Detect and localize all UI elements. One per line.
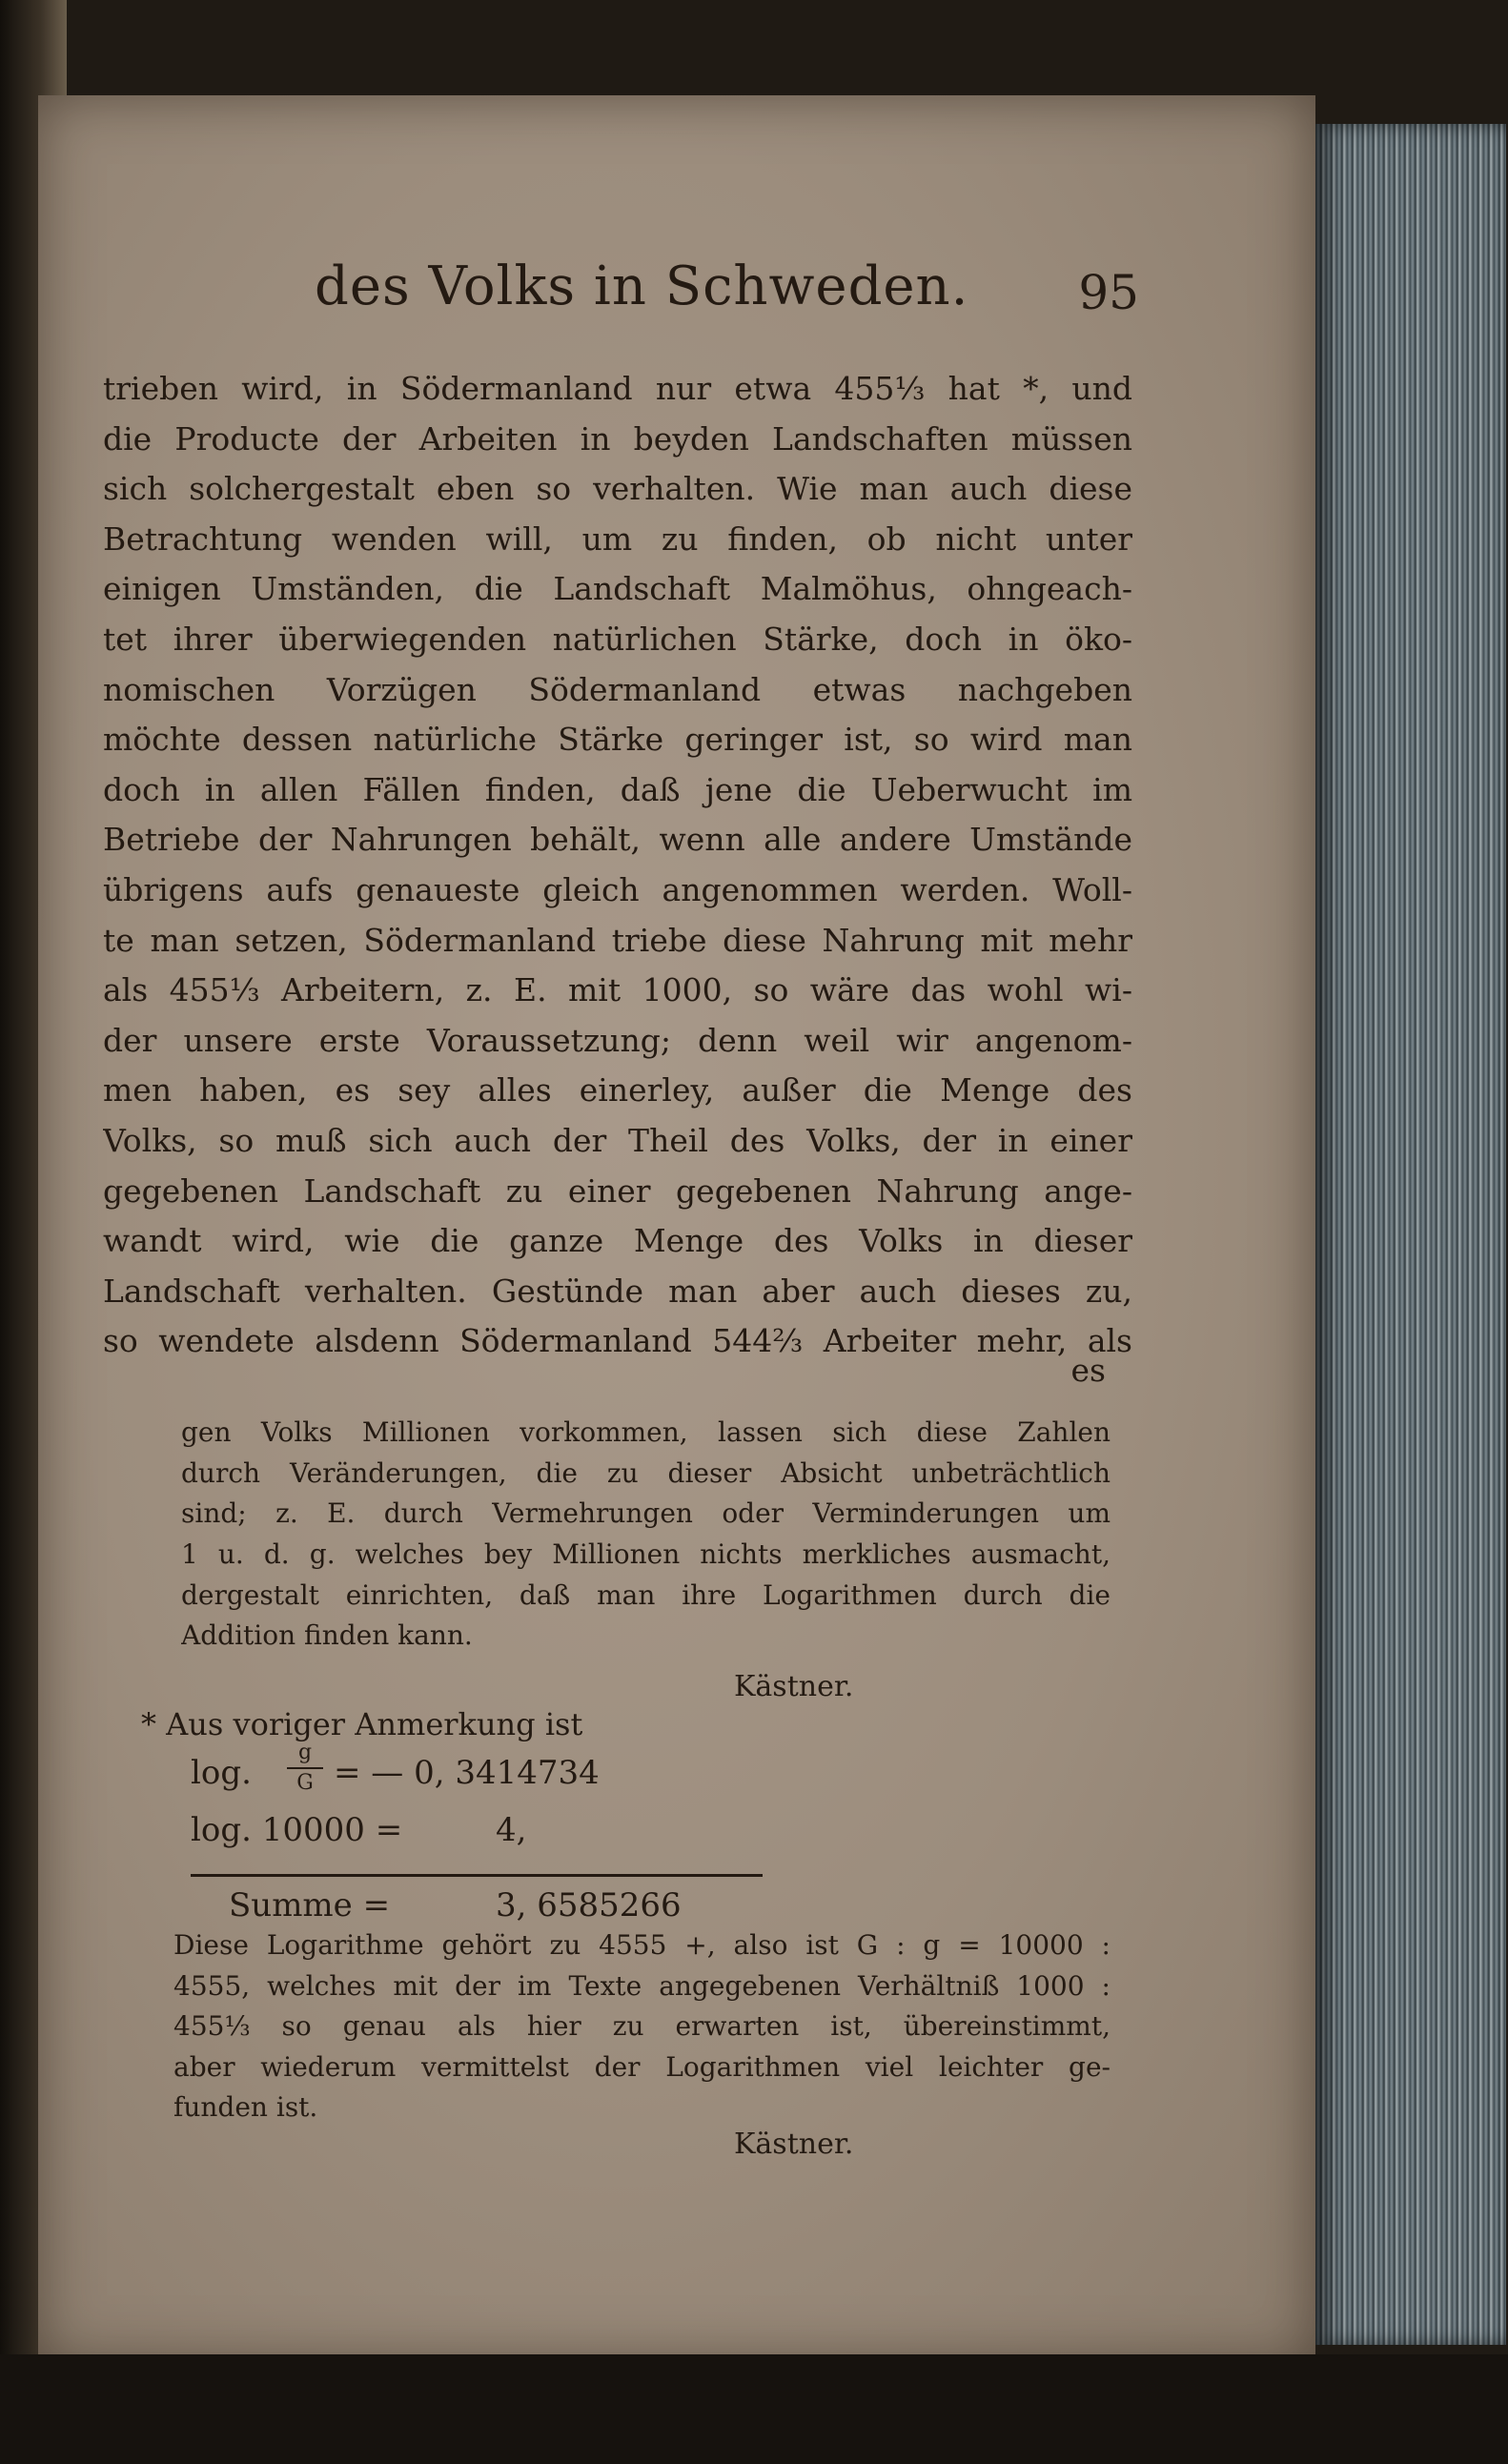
sum-rule xyxy=(191,1874,763,1877)
calc-label: Summe = xyxy=(229,1886,391,1924)
text-line: Betrachtung wenden will, um zu finden, ob nicht unter xyxy=(103,519,1132,558)
footnote-signature: Kästner. xyxy=(734,1670,854,1703)
footnote-line: durch Veränderungen, die zu dieser Absicht unbeträchtlich xyxy=(181,1456,1111,1489)
logarithm-calculation xyxy=(191,1741,782,1944)
note-conclusion xyxy=(173,1925,1111,2128)
fraction-bar xyxy=(287,1767,323,1769)
note-intro: * Aus voriger Anmerkung ist xyxy=(141,1706,583,1742)
footnote-line: gen Volks Millionen vorkommen, lassen sich diese Zahlen xyxy=(181,1416,1111,1448)
body-text xyxy=(103,364,1132,1367)
note-line: 455⅓ so genau als hier zu erwarten ist, übereinstimmt, xyxy=(173,2010,1111,2042)
calc-value: 4, xyxy=(496,1811,527,1849)
fraction-numerator: g xyxy=(297,1741,313,1764)
text-line: te man setzen, Södermanland triebe diese Nahrung mit mehr xyxy=(103,921,1132,959)
text-line: Landschaft verhalten. Gestünde man aber auch dieses zu, xyxy=(103,1272,1132,1310)
text-line: sich solchergestalt eben so verhalten. Wie man auch diese xyxy=(103,470,1132,508)
calc-value: = — 0, 3414734 xyxy=(334,1754,600,1792)
footnote-line: sind; z. E. durch Vermehrungen oder Verminderungen um xyxy=(181,1497,1111,1530)
catch-word: es xyxy=(1070,1352,1106,1389)
note-signature: Kästner. xyxy=(734,2128,854,2161)
text-line: tet ihrer überwiegenden natürlichen Stärke, doch in öko- xyxy=(103,620,1132,658)
footnote-line: 1 u. d. g. welches bey Millionen nichts merkliches ausmacht, xyxy=(181,1538,1111,1571)
note-line: 4555, welches mit der im Texte angegebenen Verhältniß 1000 : xyxy=(173,1969,1111,2002)
calc-row-log xyxy=(191,1811,782,1868)
text-line: Betriebe der Nahrungen behält, wenn alle andere Umstände xyxy=(103,821,1132,859)
text-line: trieben wird, in Södermanland nur etwa 455⅓ hat *, und xyxy=(103,370,1132,407)
text-line: übrigens aufs genaueste gleich angenommen werden. Woll- xyxy=(103,870,1132,908)
running-head: des Volks in Schweden. xyxy=(315,255,969,317)
calc-value: 3, 6585266 xyxy=(496,1886,682,1924)
calc-row-ratio xyxy=(191,1741,782,1811)
footnote-line: Addition finden kann. xyxy=(181,1619,473,1652)
fraction-denominator: G xyxy=(296,1771,314,1795)
text-line: nomischen Vorzügen Södermanland etwas nachgeben xyxy=(103,670,1132,708)
note-line: funden ist. xyxy=(173,2091,318,2123)
fraction xyxy=(281,1741,329,1796)
text-line: so wendete alsdenn Södermanland 544⅔ Arbeiter mehr, als xyxy=(103,1322,1132,1360)
page-number: 95 xyxy=(1078,265,1139,320)
text-line: die Producte der Arbeiten in beyden Landschaften müssen xyxy=(103,419,1132,458)
calc-label: log. 10000 = xyxy=(191,1811,403,1849)
text-line: doch in allen Fällen finden, daß jene die Ueberwucht im xyxy=(103,770,1132,808)
text-line: als 455⅓ Arbeitern, z. E. mit 1000, so wäre das wohl wi- xyxy=(103,971,1132,1009)
text-line: wandt wird, wie die ganze Menge des Volks in dieser xyxy=(103,1222,1132,1260)
text-line: men haben, es sey alles einerley, außer die Menge des xyxy=(103,1071,1132,1110)
note-line: aber wiederum vermittelst der Logarithmen viel leichter ge- xyxy=(173,2050,1111,2083)
footnote-continuation xyxy=(181,1413,1111,1657)
footnote-line: dergestalt einrichten, daß man ihre Logarithmen durch die xyxy=(181,1578,1111,1611)
text-line: einigen Umständen, die Landschaft Malmöhus, ohngeach- xyxy=(103,570,1132,608)
text-line: möchte dessen natürliche Stärke geringer ist, so wird man xyxy=(103,721,1132,759)
note-line: Diese Logarithme gehört zu 4555 +, also ist G : g = 10000 : xyxy=(173,1929,1111,1961)
text-line: gegebenen Landschaft zu einer gegebenen Nahrung ange- xyxy=(103,1171,1132,1210)
text-line: Volks, so muß sich auch der Theil des Volks, der in einer xyxy=(103,1121,1132,1159)
calc-label: log. xyxy=(191,1754,252,1792)
text-line: der unsere erste Voraussetzung; denn weil wir angenom- xyxy=(103,1021,1132,1059)
